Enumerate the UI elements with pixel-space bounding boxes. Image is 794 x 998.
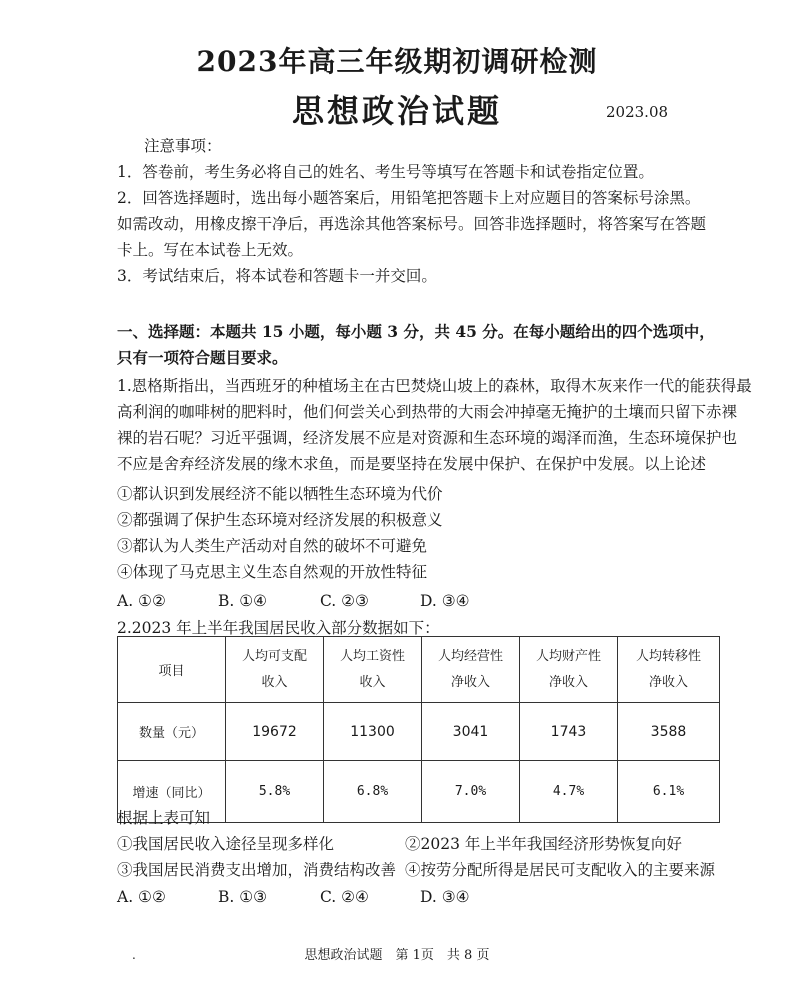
q2-option-a: A. ①② (117, 888, 166, 906)
notice-line: 如需改动，用橡皮擦干净后，再选涂其他答案标号。回答非选择题时，将答案写在答题 (117, 215, 707, 233)
q1-statement: ①都认识到发展经济不能以牺牲生态环境为代价 (117, 485, 443, 503)
subject-title: 思想政治试题 (291, 92, 502, 130)
q1-option-b: B. ①④ (218, 592, 268, 610)
q2-statement: ④按劳分配所得是居民可支配收入的主要来源 (405, 861, 716, 879)
notice-heading: 注意事项： (144, 137, 222, 155)
q2-lead: 根据上表可知 (117, 809, 211, 827)
table-cell: 19672 (226, 703, 324, 761)
q2-statement: ②2023 年上半年我国经济形势恢复向好 (405, 835, 682, 853)
table-cell: 3588 (618, 703, 720, 761)
table-cell: 6.8% (324, 761, 422, 823)
table-header-cell: 人均财产性 净收入 (520, 637, 618, 703)
q2-stem: 2.2023 年上半年我国居民收入部分数据如下： (117, 619, 440, 637)
exam-title: 2023年高三年级期初调研检测 (196, 45, 598, 78)
table-cell: 7.0% (422, 761, 520, 823)
table-cell: 4.7% (520, 761, 618, 823)
q2-option-d: D. ③④ (420, 888, 470, 906)
notice-line: 1．答卷前，考生务必将自己的姓名、考生号等填写在答题卡和试卷指定位置。 (117, 163, 654, 181)
q2-statement: ③我国居民消费支出增加，消费结构改善 (117, 861, 397, 879)
section-heading: 只有一项符合题目要求。 (117, 348, 288, 367)
section-heading: 一、选择题：本题共 15 小题，每小题 3 分，共 45 分。在每小题给出的四个选项中， (117, 322, 715, 341)
table-header-cell: 人均可支配 收入 (226, 637, 324, 703)
exam-date: 2023.08 (606, 103, 669, 121)
q2-options (117, 888, 470, 906)
table-cell: 3041 (422, 703, 520, 761)
notice-line: 3．考试结束后，将本试卷和答题卡一并交回。 (117, 267, 437, 285)
q1-stem-line: 1.恩格斯指出，当西班牙的种植场主在古巴焚烧山坡上的森林，取得木灰来作一代的能获得最 (117, 377, 752, 395)
table-header-row (118, 637, 720, 703)
table-row-label: 数量（元） (118, 703, 226, 761)
q1-statement: ③都认为人类生产活动对自然的破坏不可避免 (117, 537, 428, 555)
table-corner-cell: 项目 (118, 637, 226, 703)
table-row-label: 增速（同比） (118, 761, 226, 823)
q1-option-c: C. ②③ (320, 592, 369, 610)
q1-statement: ④体现了马克思主义生态自然观的开放性特征 (117, 563, 428, 581)
notice-line: 卡上。写在本试卷上无效。 (117, 241, 304, 259)
income-table (117, 636, 720, 823)
table-header-cell: 人均经营性 净收入 (422, 637, 520, 703)
q1-option-d: D. ③④ (420, 592, 470, 610)
table-cell: 5.8% (226, 761, 324, 823)
q1-stem-line: 裸的岩石呢？习近平强调，经济发展不应是对资源和生态环境的竭泽而渔，生态环境保护也 (117, 429, 738, 447)
footer-dot: . (132, 948, 136, 962)
table-cell: 11300 (324, 703, 422, 761)
q1-stem-line: 不应是舍弃经济发展的缘木求鱼，而是要坚持在发展中保护、在保护中发展。以上论述 (117, 455, 707, 473)
q2-option-c: C. ②④ (320, 888, 369, 906)
table-cell: 1743 (520, 703, 618, 761)
q1-option-a: A. ①② (117, 592, 166, 610)
notice-line: 2．回答选择题时，选出每小题答案后，用铅笔把答题卡上对应题目的答案标号涂黑。 (117, 189, 701, 207)
table-header-cell: 人均工资性 收入 (324, 637, 422, 703)
q1-statement: ②都强调了保护生态环境对经济发展的积极意义 (117, 511, 443, 529)
q2-statement: ①我国居民收入途径呈现多样化 (117, 835, 335, 853)
table-row (118, 703, 720, 761)
q1-options (117, 592, 470, 610)
page-footer: 思想政治试题 第 1页 共 8 页 (304, 948, 490, 963)
q1-stem-line: 高利润的咖啡树的肥料时，他们何尝关心到热带的大雨会冲掉毫无掩护的土壤而只留下赤裸 (117, 403, 738, 421)
table-header-cell: 人均转移性 净收入 (618, 637, 720, 703)
table-cell: 6.1% (618, 761, 720, 823)
q2-option-b: B. ①③ (218, 888, 268, 906)
